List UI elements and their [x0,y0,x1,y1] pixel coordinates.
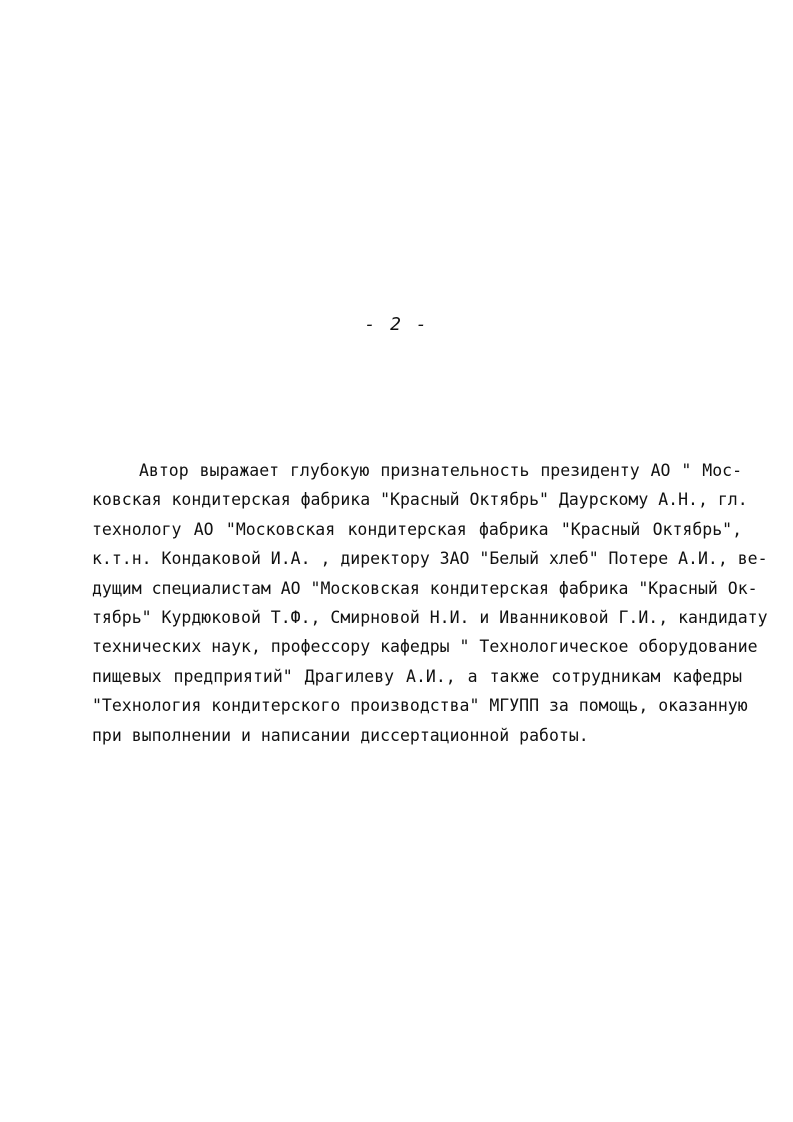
paragraph-line: ковская кондитерская фабрика "Красный Октябрь" Даурскому А.Н., гл. [92,490,748,510]
paragraph-line: "Технология кондитерского производства" МГУПП за помощь, оказанную [92,696,748,716]
paragraph-line: тябрь" Курдюковой Т.Ф., Смирновой Н.И. и Иванниковой Г.И., кандидату [92,607,768,627]
acknowledgement-paragraph [92,456,768,750]
paragraph-line: технических наук, профессору кафедры " Технологическое оборудование [92,637,758,657]
paragraph-line: технологу АО "Московская кондитерская фабрика "Красный Октябрь", [92,519,742,539]
paragraph-line: дущим специалистам АО "Московская кондитерская фабрика "Красный Ок- [92,578,758,598]
page-number: - 2 - [364,314,429,335]
paragraph-line: пищевых предприятий" Драгилеву А.И., а также сотрудникам кафедры [92,666,742,686]
paragraph-line: к.т.н. Кондаковой И.А. , директору ЗАО "Белый хлеб" Потере А.И., ве- [92,549,768,569]
paragraph-line: при выполнении и написании диссертационной работы. [92,725,589,745]
paragraph-line: Автор выражает глубокую признательность президенту АО " Мос- [139,461,742,480]
